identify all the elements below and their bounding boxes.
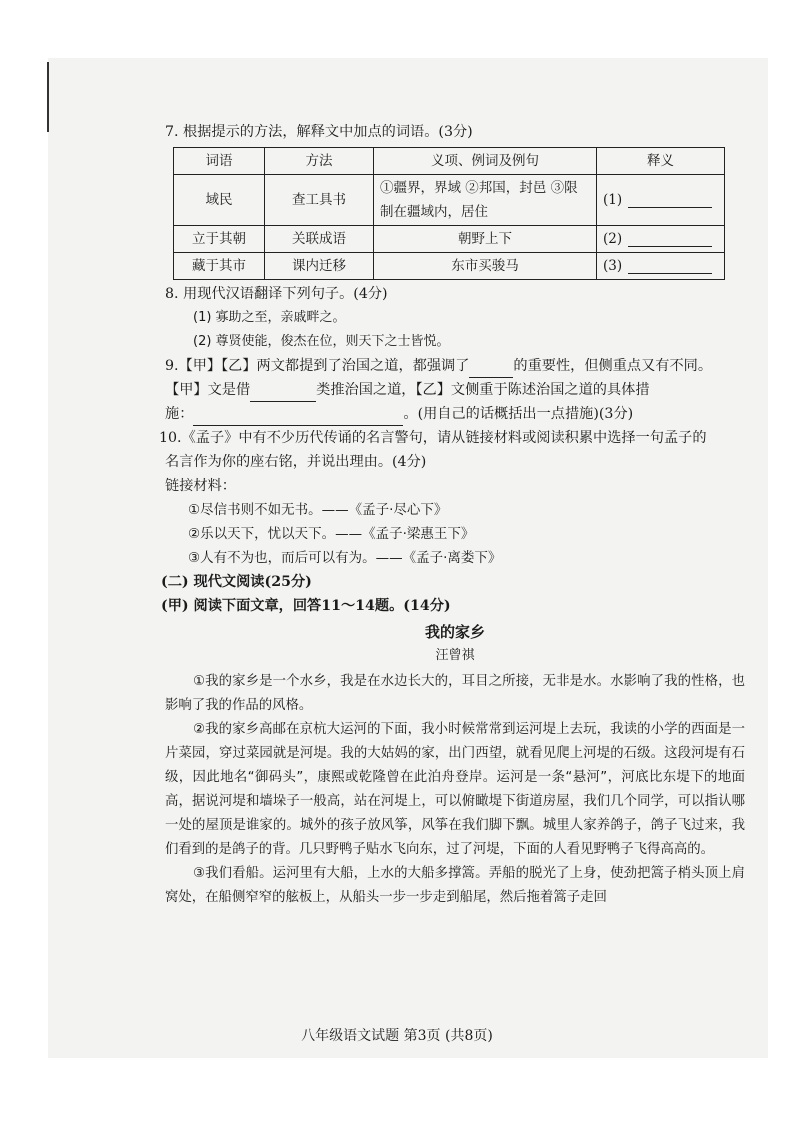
header-answer: 释义 <box>597 148 725 175</box>
q9-blank-2[interactable] <box>250 385 316 402</box>
article-paragraph: ②我的家乡高邮在京杭大运河的下面，我小时候常常到运河堤上去玩，我读的小学的西面是一片菜园，穿过菜园就是河堤。我的大姑妈的家，出门西望，就看见爬上河堤的石级。这段河堤有石级，因此地名“御码头”，康熙或乾隆曾在此泊舟登岸。运河是一条“悬河”，河底比东堤下的地面高，据说河堤和墙垛子一般高，站在河堤上，可以俯瞰堤下街道房屋，我们几个同学，可以指认哪一处的屋顶是谁家的。城外的孩子放风筝，风筝在我们脚下飘。城里人家养鸽子，鸽子飞过来，我们看到的是鸽子的背。几只野鸭子贴水飞向东，过了河堤，下面的人看见野鸭子飞得高高的。 <box>165 722 745 857</box>
cell-method: 课内迁移 <box>265 253 374 280</box>
cell-answer[interactable] <box>597 226 725 253</box>
header-example: 义项、例词及例句 <box>374 148 597 175</box>
q9-text-b: 的重要性，但侧重点又有不同。 <box>513 358 713 374</box>
link-title: 链接材料： <box>165 478 236 494</box>
q9-line-3 <box>165 402 745 426</box>
q9-text-c: 【甲】文是借 <box>165 382 251 398</box>
table-row <box>174 253 725 280</box>
q9-text-a: 9.【甲】【乙】两文都提到了治国之道，都强调了 <box>165 358 470 374</box>
q9-line-1 <box>165 354 745 378</box>
section-heading: (二) 现代文阅读(25分) <box>161 574 312 590</box>
cell-answer[interactable] <box>597 253 725 280</box>
table-row <box>174 226 725 253</box>
page-footer: 八年级语文试题 第3页 (共8页) <box>301 1028 493 1044</box>
q8-prompt: 8. 用现代汉语翻译下列句子。(4分) <box>165 286 388 302</box>
cell-method: 关联成语 <box>265 226 374 253</box>
q7-table <box>173 147 725 280</box>
answer-label: (1) <box>603 192 623 208</box>
cell-word: 藏于其市 <box>174 253 265 280</box>
q9-blank-1[interactable] <box>469 361 513 378</box>
cell-method: 查工具书 <box>265 175 374 226</box>
cell-example: 朝野上下 <box>374 226 597 253</box>
article-author: 汪曾祺 <box>435 648 475 663</box>
q8-sentence-2: (2) 尊贤使能，俊杰在位，则天下之士皆悦。 <box>193 334 450 349</box>
link-item: ③人有不为也，而后可以有为。——《孟子·离娄下》 <box>188 550 502 566</box>
exam-content <box>159 120 745 910</box>
q8-sentence-1: (1) 寡助之至，亲戚畔之。 <box>193 310 346 325</box>
table-row <box>174 175 725 226</box>
link-item: ①尽信书则不如无书。——《孟子·尽心下》 <box>188 502 448 518</box>
q9-line-2 <box>165 378 745 402</box>
link-item: ②乐以天下，忧以天下。——《孟子·梁惠王下》 <box>188 526 475 542</box>
answer-label: (2) <box>603 231 623 247</box>
answer-label: (3) <box>603 258 623 274</box>
q10-line-2: 名言作为你的座右铭，并说出理由。(4分) <box>165 454 427 470</box>
q7-prompt: 7. 根据提示的方法，解释文中加点的词语。(3分) <box>165 124 473 140</box>
header-method: 方法 <box>265 148 374 175</box>
cell-word: 域民 <box>174 175 265 226</box>
cell-word: 立于其朝 <box>174 226 265 253</box>
subsection-heading: (甲) 阅读下面文章，回答11～14题。(14分) <box>161 598 451 614</box>
q9-text-e: 施： <box>165 406 194 422</box>
cell-example: 东市买骏马 <box>374 253 597 280</box>
q9-text-d: 类推治国之道，【乙】文侧重于陈述治国之道的具体措 <box>316 382 650 398</box>
q9-text-f: 。(用自己的话概括出一点措施)(3分) <box>403 406 634 422</box>
answer-blank[interactable] <box>628 259 712 274</box>
article-paragraph: ①我的家乡是一个水乡，我是在水边长大的，耳目之所接，无非是水。水影响了我的性格，也影响了我的作品的风格。 <box>165 674 745 713</box>
cell-example: ①疆界，界域 ②邦国，封邑 ③限制在疆域内，居住 <box>374 175 597 226</box>
article-paragraph: ③我们看船。运河里有大船，上水的大船多撑篙。弄船的脱光了上身，使劲把篙子梢头顶上肩窝处，在船侧窄窄的舷板上，从船头一步一步走到船尾，然后拖着篙子走回 <box>165 866 745 905</box>
q10-line-1: 10.《孟子》中有不少历代传诵的名言警句，请从链接材料或阅读积累中选择一句孟子的 <box>159 430 707 446</box>
table-header-row <box>174 148 725 175</box>
article-title: 我的家乡 <box>424 623 485 641</box>
header-word: 词语 <box>174 148 265 175</box>
q9-blank-3[interactable] <box>193 409 403 426</box>
answer-blank[interactable] <box>628 232 712 247</box>
margin-line <box>47 62 49 132</box>
answer-blank[interactable] <box>628 193 712 208</box>
cell-answer[interactable] <box>597 175 725 226</box>
